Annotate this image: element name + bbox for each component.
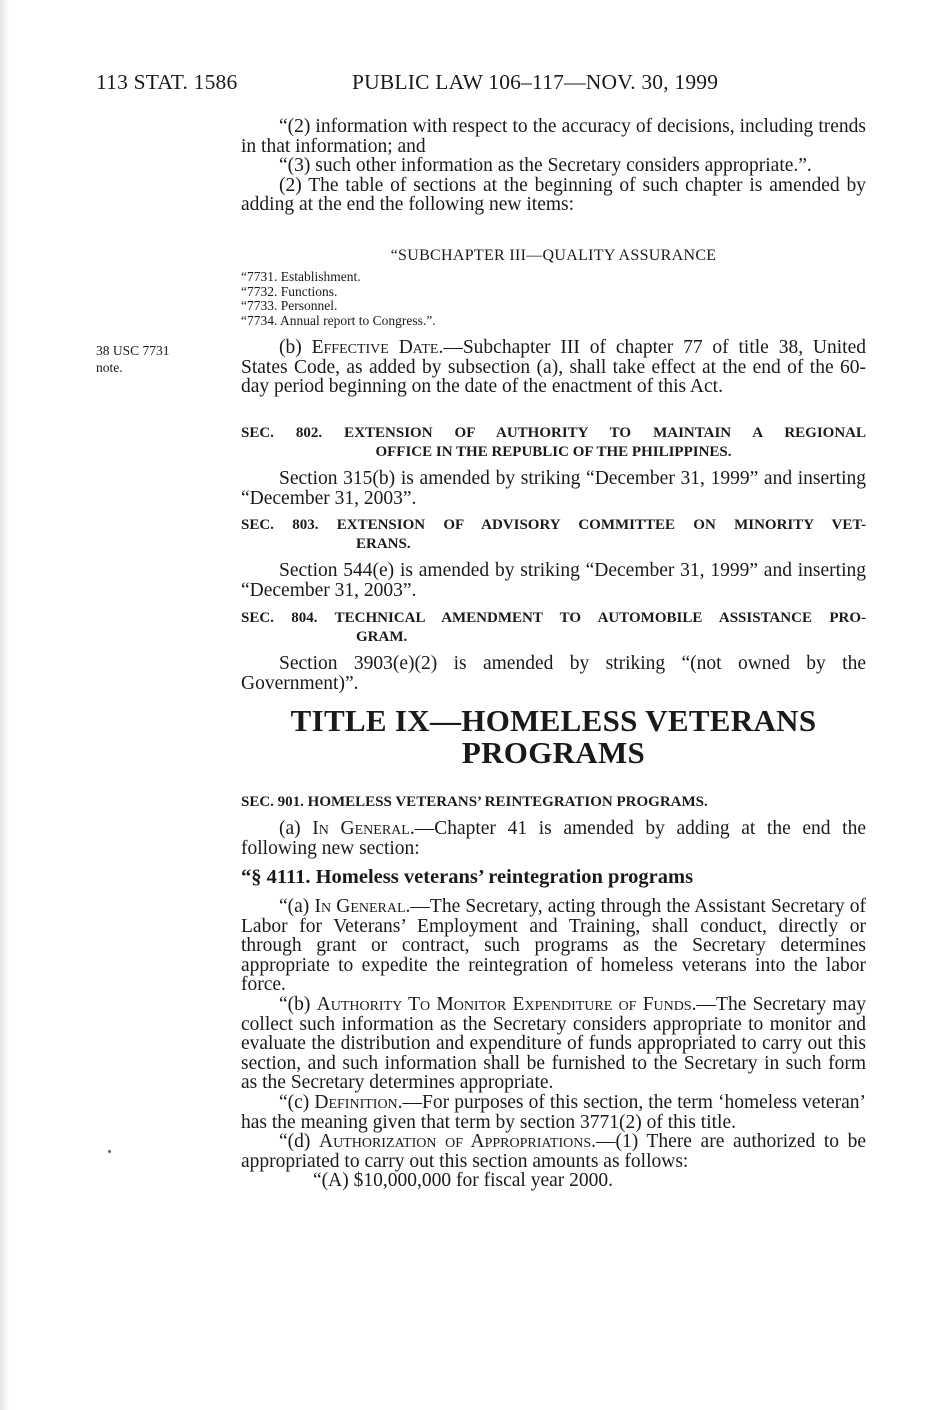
section-heading-804 (241, 609, 866, 646)
section-heading-803 (241, 516, 866, 553)
margin-note (96, 342, 170, 376)
subsection-heading: Effective Date (311, 337, 439, 358)
subsection-heading: Authority To Monitor Expenditure of Funds (316, 993, 692, 1015)
subsection-text: .—(1) There are authorized to be appropriated to carry out this section amounts as follows: (241, 1131, 866, 1172)
toc-item: “7731. Establishment. (241, 269, 361, 284)
subsection-heading: Definition (314, 1091, 398, 1113)
paragraph (241, 995, 866, 1093)
paragraph: “(3) such other information as the Secretary considers appropriate.”. (279, 155, 812, 177)
paragraph: Section 3903(e)(2) is amended by striking “(not owned by the Government)”. (241, 653, 866, 694)
continued-text (241, 117, 866, 215)
paragraph: Section 544(e) is amended by striking “December 31, 1999” and inserting “December 31, 2003”. (241, 560, 866, 601)
table-of-sections (241, 270, 436, 328)
paragraph: “(2) information with respect to the accuracy of decisions, including trends in that information; and (241, 116, 866, 157)
section-heading-line: GRAM. (356, 628, 408, 645)
subsection-heading: Authorization of Appropriations (318, 1131, 592, 1153)
margin-note-line: 38 USC 7731 (96, 343, 170, 358)
subsection-lead: (a) (279, 818, 313, 839)
paragraph: “(A) $10,000,000 for fiscal year 2000. (313, 1170, 613, 1192)
section-heading-line: SEC. 804. TECHNICAL AMENDMENT TO AUTOMOBILE ASSISTANCE PRO- (241, 610, 866, 626)
statute-page-number: 113 STAT. 1586 (96, 70, 238, 94)
running-head: PUBLIC LAW 106–117—NOV. 30, 1999 (352, 70, 719, 94)
subsection-text: .—For purposes of this section, the term ‘homeless veteran’ has the meaning given that term by section 3771(2) of this title. (241, 1091, 866, 1133)
section-803-body (241, 561, 866, 600)
section-heading-line: SEC. 802. EXTENSION OF AUTHORITY TO MAINTAIN A REGIONAL (241, 425, 866, 441)
section-heading-line: SEC. 803. EXTENSION OF ADVISORY COMMITTEE ON MINORITY VET- (241, 517, 866, 533)
subsection-lead: “(b) (279, 993, 317, 1015)
section-heading-802 (241, 424, 866, 461)
subsection-heading: In General (312, 818, 410, 839)
paragraph: (2) The table of sections at the beginning of such chapter is amended by adding at the end the following new items: (241, 174, 866, 216)
paragraph (241, 897, 866, 995)
subsection-text: .—The Secretary may collect such information as the Secretary considers appropriate to monitor and evaluate the distribution and expenditure of funds appropriated to carry out this section, and such information shall be furnished to the Secretary in such form as the Secretary determines appropriate. (241, 993, 866, 1094)
subsection-lead: “(d) (279, 1131, 319, 1153)
section-heading-line: SEC. 901. HOMELESS VETERANS’ REINTEGRATION PROGRAMS. (241, 794, 708, 810)
toc-item: “7732. Functions. (241, 283, 338, 299)
paragraph (241, 338, 866, 397)
section-901-body (241, 819, 866, 858)
subsection-text: .—The Secretary, acting through the Assistant Secretary of Labor for Veterans’ Employment and Training, shall conduct, directly or through grant or contract, such programs as the Secretary determines appropriate to expedite the reintegration of homeless veterans into the labor force. (241, 896, 866, 996)
toc-item: “7734. Annual report to Congress.”. (241, 312, 436, 328)
effective-date-block (241, 338, 866, 397)
subsection-lead: “(a) (279, 896, 315, 917)
subsection-text: .—Subchapter III of chapter 77 of title 38, United States Code, as added by subsection (a), shall take effect at the end of the 60-day period beginning on the date of the enactment of this Act. (241, 337, 866, 398)
section-heading-901 (241, 793, 866, 812)
toc-item: “7733. Personnel. (241, 298, 338, 314)
subsection-text: .—Chapter 41 is amended by adding at the end the following new section: (241, 818, 866, 859)
scan-edge-shadow (0, 0, 10, 1410)
section-804-body (241, 654, 866, 693)
paragraph: Section 315(b) is amended by striking “December 31, 1999” and inserting “December 31, 2003”. (241, 468, 866, 509)
paragraph (241, 819, 866, 858)
new-section-title: “§ 4111. Homeless veterans’ reintegration programs (241, 866, 694, 888)
section-heading-line: ERANS. (356, 535, 411, 552)
subsection-heading: In General (314, 896, 406, 917)
subsection-lead: (b) (279, 337, 312, 358)
paragraph (241, 1132, 866, 1171)
paragraph (241, 1093, 866, 1132)
section-heading-line: OFFICE IN THE REPUBLIC OF THE PHILIPPINES. (375, 443, 732, 460)
section-4111-body (241, 897, 866, 1191)
toc-subchapter-title: “SUBCHAPTER III—QUALITY ASSURANCE (390, 247, 717, 264)
scan-speck (108, 1150, 111, 1153)
title-heading-line: TITLE IX—HOMELESS VETERANS (290, 703, 817, 738)
section-802-body (241, 469, 866, 508)
title-heading-line: PROGRAMS (461, 735, 646, 770)
margin-note-line: note. (96, 360, 123, 375)
subsection-lead: “(c) (279, 1091, 315, 1113)
title-heading (241, 705, 866, 769)
